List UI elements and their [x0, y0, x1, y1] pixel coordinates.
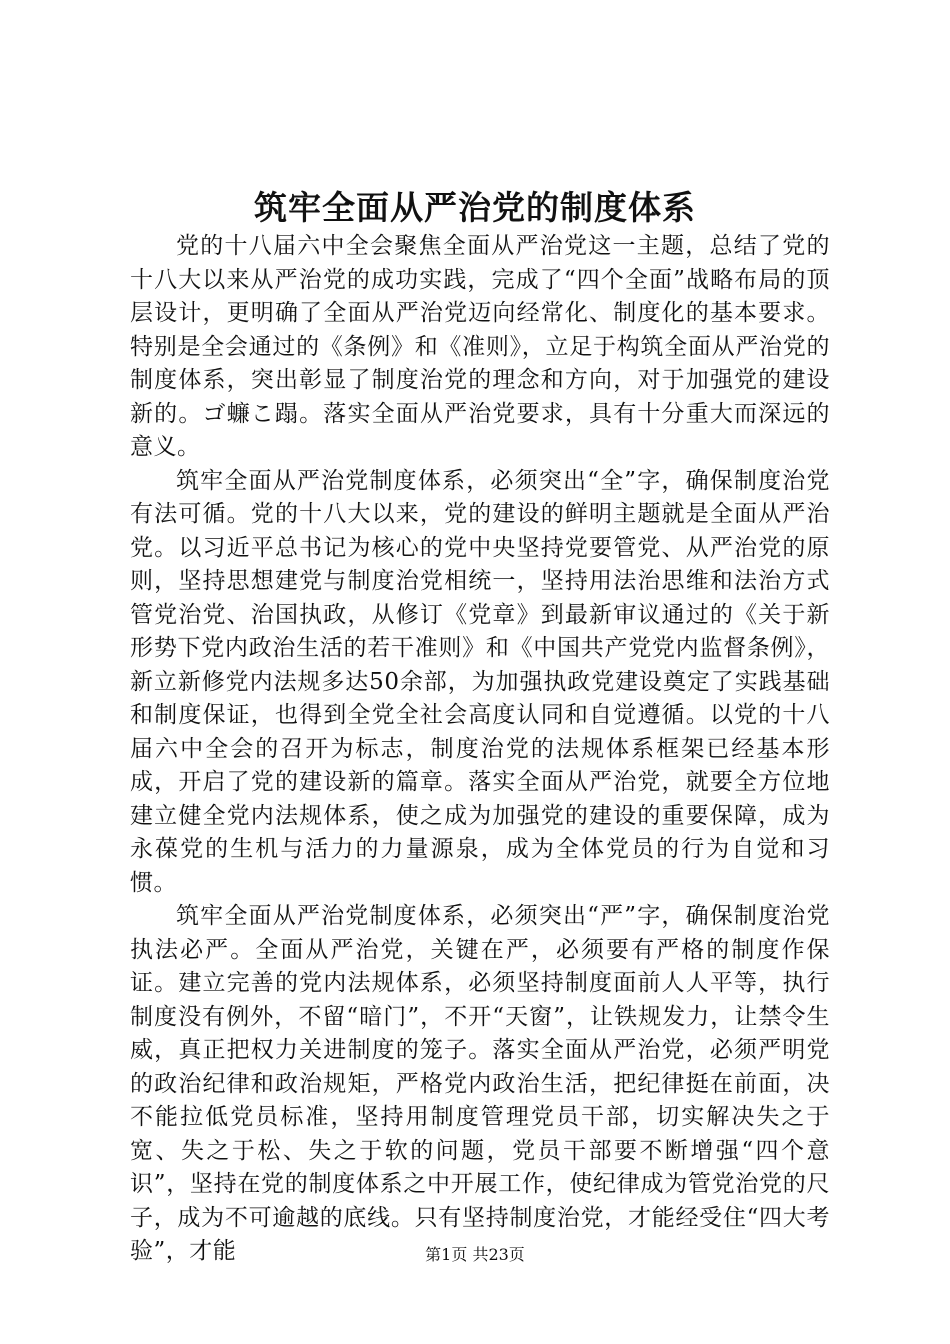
paragraph-1: 党的十八届六中全会聚焦全面从严治党这一主题，总结了党的十八大以来从严治党的成功实践，完成了“四个全面”战略布局的顶层设计，更明确了全面从严治党迈向经常化、制度化的基本要求。特别是全会通过的《条例》和《准则》，立足于构筑全面从严治党的制度体系，突出彰显了制度治党的理念和方向，对于加强党的建设新的。ゴ蠊こ蹋。落实全面从严治党要求，具有十分重大而深远的意义。: [130, 233, 830, 460]
page-footer: 第1页 共23页: [425, 1245, 525, 1264]
paragraph-2: 筑牢全面从严治党制度体系，必须突出“全”字，确保制度治党有法可循。党的十八大以来，党的建设的鲜明主题就是全面从严治党。以习近平总书记为核心的党中央坚持党要管党、从严治党的原则，坚持思想建党与制度治党相统一，坚持用法治思维和法治方式管党治党、治国执政，从修订《党章》到最新审议通过的《关于新形势下党内政治生活的若干准则》和《中国共产党党内监督条例》，新立新修党内法规多达50余部，为加强执政党建设奠定了实践基础和制度保证，也得到全党全社会高度认同和自觉遵循。以党的十八届六中全会的召开为标志，制度治党的法规体系框架已经基本形成，开启了党的建设新的篇章。落实全面从严治党，就要全方位地建立健全党内法规体系，使之成为加强党的建设的重要保障，成为永葆党的生机与活力的力量源泉，成为全体党员的行为自觉和习惯。: [130, 467, 830, 896]
paragraph-3: 筑牢全面从严治党制度体系，必须突出“严”字，确保制度治党执法必严。全面从严治党，关键在严，必须要有严格的制度作保证。建立完善的党内法规体系，必须坚持制度面前人人平等，执行制度没有例外，不留“暗门”，不开“天窗”，让铁规发力，让禁令生威，真正把权力关进制度的笼子。落实全面从严治党，必须严明党的政治纪律和政治规矩，严格党内政治生活，把纪律挺在前面，决不能拉低党员标准，坚持用制度管理党员干部，切实解决失之于宽、失之于松、失之于软的问题，党员干部要不断增强“四个意识”，坚持在党的制度体系之中开展工作，使纪律成为管党治党的尺子，成为不可逾越的底线。只有坚持制度治党，才能经受住“四大考验”，才能: [130, 903, 830, 1264]
document-title: 筑牢全面从严治党的制度体系: [254, 188, 696, 227]
document-body: [130, 230, 830, 1269]
